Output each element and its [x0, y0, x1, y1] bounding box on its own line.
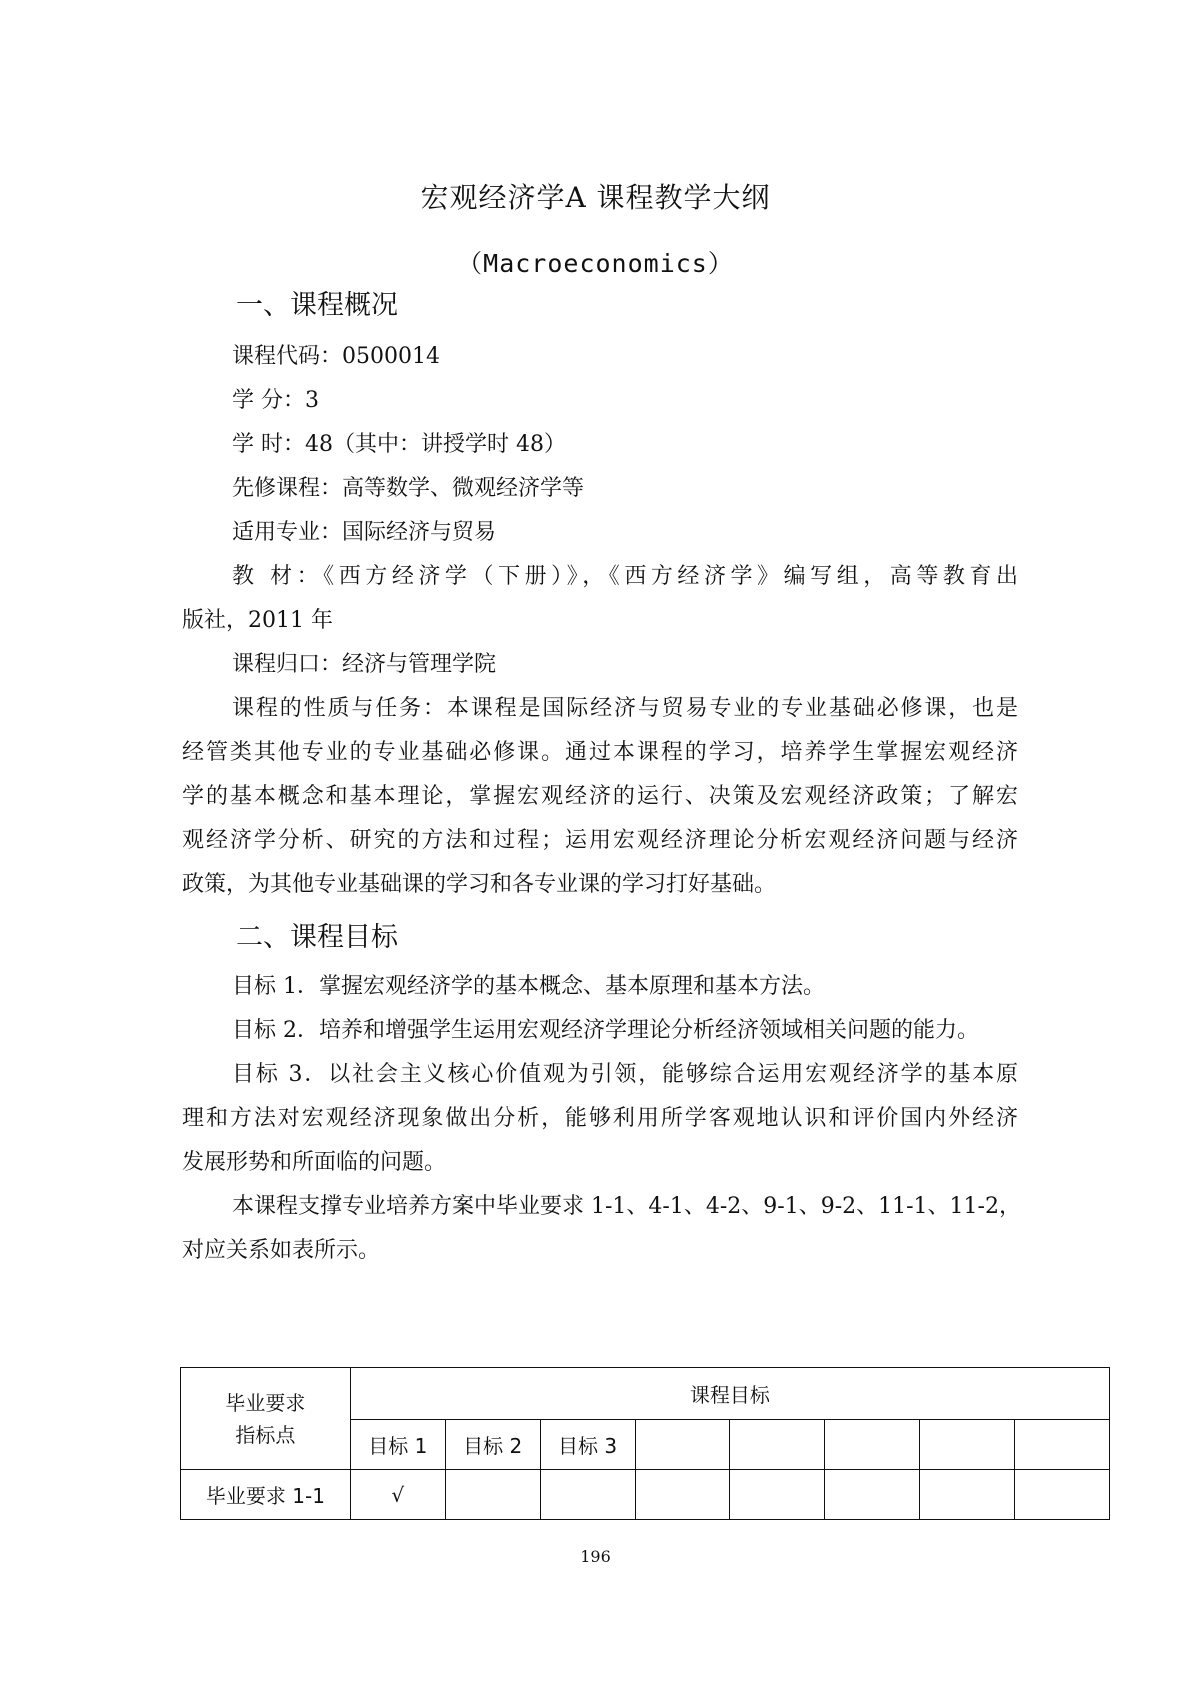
support-line-2: 对应关系如表所示。 [182, 1238, 381, 1263]
goal-1: 目标 1．掌握宏观经济学的基本概念、基本原理和基本方法。 [232, 974, 825, 999]
course-nature-line-1: 课程的性质与任务：本课程是国际经济与贸易专业的专业基础必修课，也是 [232, 696, 1018, 721]
course-nature-line-5: 政策，为其他专业基础课的学习和各专业课的学习打好基础。 [182, 872, 777, 897]
page-number: 196 [580, 1547, 611, 1566]
table-cell [1015, 1470, 1110, 1520]
goal-mapping-table [180, 1367, 1110, 1520]
course-textbook-line-2: 版社，2011 年 [182, 608, 333, 633]
course-nature-line-2: 经管类其他专业的专业基础必修课。通过本课程的学习，培养学生掌握宏观经济 [182, 740, 1018, 765]
table-row [181, 1470, 1110, 1520]
table-corner-cell [181, 1368, 351, 1470]
section-heading-overview: 一、课程概况 [236, 290, 398, 321]
table-cell [540, 1470, 635, 1520]
support-line-1: 本课程支撑专业培养方案中毕业要求 1-1、4-1、4-2、9-1、9-2、11-1、11-2， [232, 1194, 1021, 1219]
goal-2: 目标 2．培养和增强学生运用宏观经济学理论分析经济领域相关问题的能力。 [232, 1018, 979, 1043]
goal-3-line-2: 理和方法对宏观经济现象做出分析，能够利用所学客观地认识和评价国内外经济 [182, 1106, 1018, 1131]
goal-3-line-1: 目标 3．以社会主义核心价值观为引领，能够综合运用宏观经济学的基本原 [232, 1062, 1018, 1087]
goal-header-8 [1015, 1420, 1110, 1470]
goal-3-line-3: 发展形势和所面临的问题。 [182, 1150, 447, 1175]
table-cell [920, 1470, 1015, 1520]
goal-header-6 [825, 1420, 920, 1470]
table-cell [825, 1470, 920, 1520]
course-prerequisites: 先修课程：高等数学、微观经济学等 [232, 476, 585, 501]
course-major: 适用专业：国际经济与贸易 [232, 520, 497, 545]
goal-header-4 [635, 1420, 730, 1470]
table-cell [635, 1470, 730, 1520]
goal-header-2: 目标 2 [445, 1420, 540, 1470]
document-title: 宏观经济学A 课程教学大纲 [420, 181, 771, 214]
table-cell [730, 1470, 825, 1520]
course-nature-line-4: 观经济学分析、研究的方法和过程；运用宏观经济理论分析宏观经济问题与经济 [182, 828, 1018, 853]
corner-label-line-1: 毕业要求 [225, 1390, 306, 1415]
section-heading-goals: 二、课程目标 [236, 922, 398, 953]
row-label: 毕业要求 1-1 [181, 1470, 351, 1520]
goal-header-5 [730, 1420, 825, 1470]
goal-header-7 [920, 1420, 1015, 1470]
course-credits: 学 分：3 [232, 388, 319, 413]
table-header-row [181, 1368, 1110, 1420]
corner-label-line-2: 指标点 [235, 1422, 296, 1447]
goal-header-3: 目标 3 [540, 1420, 635, 1470]
table-cell: √ [350, 1470, 445, 1520]
course-department: 课程归口：经济与管理学院 [232, 652, 497, 677]
course-nature-line-3: 学的基本概念和基本理论，掌握宏观经济的运行、决策及宏观经济政策；了解宏 [182, 784, 1018, 809]
document-subtitle: （Macroeconomics） [457, 249, 734, 278]
course-code: 课程代码：0500014 [232, 344, 440, 369]
goal-header-1: 目标 1 [350, 1420, 445, 1470]
table-cell [445, 1470, 540, 1520]
course-hours: 学 时：48（其中：讲授学时 48） [232, 432, 566, 457]
header-group-cell: 课程目标 [350, 1368, 1109, 1420]
course-textbook-line-1: 教 材：《西方经济学（下册）》，《西方经济学》编写组，高等教育出 [232, 564, 1018, 589]
